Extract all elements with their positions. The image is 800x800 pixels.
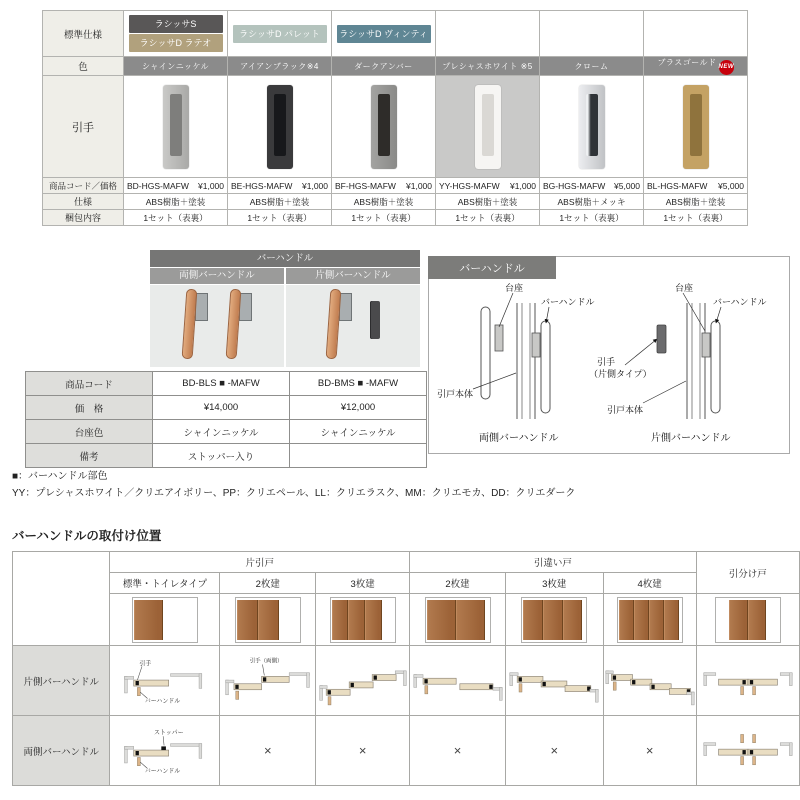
spec-cell-0 (124, 11, 228, 57)
handle-recess (274, 94, 286, 156)
wood-bar (326, 289, 342, 360)
wood-bar (182, 289, 198, 360)
not-available-mark: × (220, 716, 316, 786)
mount-position-table (12, 551, 800, 786)
row-label-package: 梱包内容 (43, 210, 124, 226)
package-5: 1セット（表裏） (644, 210, 748, 226)
row-label-one-side: 片側バーハンドル (13, 646, 110, 716)
pull-handle-image-nickel (124, 76, 228, 178)
cross-section-diagram (508, 650, 600, 712)
door-panel (456, 600, 485, 640)
recess-pull-image (370, 301, 380, 339)
series-badge-palette: ラシッサD パレット (233, 25, 327, 43)
spec-row-price-label: 価 格 (26, 396, 153, 420)
color-name-3: プレシャスホワイト ※5 (436, 57, 540, 76)
door-panel (332, 600, 349, 640)
material-4: ABS樹脂＋メッキ (540, 194, 644, 210)
door-thumb-1 (220, 594, 316, 646)
code-price-3: YY-HGS-MAFW ¥1,000 (436, 178, 540, 194)
material-2: ABS樹脂＋塗装 (332, 194, 436, 210)
door-thumbnail (132, 597, 198, 643)
svg-text:引戸本体: 引戸本体 (437, 389, 474, 399)
cross-both-6 (696, 716, 799, 786)
cross-section-diagram (119, 720, 211, 782)
handle-recess (378, 94, 390, 156)
subhead-4: 3枚建 (505, 573, 603, 594)
group-hikichigai: 引違い戸 (410, 552, 697, 573)
svg-text:（片側タイプ）: （片側タイプ） (589, 369, 652, 379)
series-badge-vintia: ラシッサD ヴィンティア (337, 25, 431, 43)
cross-one-0 (110, 646, 220, 716)
color-name-4: クローム (540, 57, 644, 76)
door-thumbnail (235, 597, 301, 643)
cross-both-0 (110, 716, 220, 786)
bar-handle-spec-table (25, 371, 427, 468)
code-one: BD-BMS ■ -MAFW (290, 372, 427, 396)
svg-text:引手: 引手 (597, 357, 616, 367)
code-price-2: BF-HGS-MAFW ¥1,000 (332, 178, 436, 194)
one-side-label: 片側バーハンドル (286, 268, 420, 284)
footnote-line2: YY：プレシャスホワイト／クリエアイボリー、PP：クリエペール、LL：クリエラスク、MM：クリエモカ、DD：クリエダーク (12, 488, 576, 499)
package-3: 1セット（表裏） (436, 210, 540, 226)
door-thumb-0 (110, 594, 220, 646)
mount-plate (239, 293, 252, 321)
cross-section-diagram (604, 650, 696, 712)
cross-section-diagram (222, 650, 314, 712)
pull-handle-image-gold (644, 76, 748, 178)
door-thumb-4 (505, 594, 603, 646)
both-side-label: 両側バーハンドル (150, 268, 284, 284)
handle-recess (482, 94, 494, 156)
door-thumb-6 (696, 594, 799, 646)
door-panel (543, 600, 563, 640)
base-one: シャインニッケル (290, 420, 427, 444)
svg-text:引手（両側）: 引手（両側） (249, 658, 283, 665)
row-label-spec: 標準仕様 (43, 11, 124, 57)
door-thumbnail (715, 597, 781, 643)
series-badge-lateo: ラシッサD ラテオ (129, 34, 223, 52)
cross-section-diagram (412, 650, 504, 712)
code-price-4: BG-HGS-MAFW ¥5,000 (540, 178, 644, 194)
wood-bar (226, 289, 242, 360)
cross-section-diagram (317, 650, 409, 712)
cross-one-6 (696, 646, 799, 716)
not-available-mark: × (316, 716, 410, 786)
color-name-1: アイアンブラック※4 (228, 57, 332, 76)
package-1: 1セット（表裏） (228, 210, 332, 226)
cross-one-4 (505, 646, 603, 716)
handle-recess (586, 94, 598, 156)
bar-handle-diagram-box (428, 256, 790, 454)
code-price-1: BE-HGS-MAFW ¥1,000 (228, 178, 332, 194)
spec-cell-2 (332, 11, 436, 57)
pull-handle-image-white (436, 76, 540, 178)
package-4: 1セット（表裏） (540, 210, 644, 226)
material-0: ABS樹脂＋塗装 (124, 194, 228, 210)
spec-row-note-label: 備考 (26, 444, 153, 468)
cross-one-5 (603, 646, 696, 716)
both-side-image (150, 285, 284, 367)
one-side-image (286, 285, 420, 367)
door-panel (365, 600, 382, 640)
svg-text:台座: 台座 (675, 283, 694, 293)
color-name-0: シャインニッケル (124, 57, 228, 76)
note-both: ストッパー入り (153, 444, 290, 468)
door-panel (348, 600, 365, 640)
price-both: ¥14,000 (153, 396, 290, 420)
not-available-mark: × (410, 716, 506, 786)
row-label-both-side: 両側バーハンドル (13, 716, 110, 786)
bar-handle-section (25, 250, 800, 463)
door-thumb-3 (410, 594, 506, 646)
door-panel (427, 600, 456, 640)
svg-text:両側バーハンドル: 両側バーハンドル (479, 433, 559, 444)
door-thumb-5 (603, 594, 696, 646)
door-thumbnail (425, 597, 491, 643)
group-hikiwake: 引分け戸 (696, 552, 799, 594)
base-both: シャインニッケル (153, 420, 290, 444)
cross-one-3 (410, 646, 506, 716)
svg-text:バーハンドル: バーハンドル (541, 297, 595, 307)
door-thumb-2 (316, 594, 410, 646)
diagram-title: バーハンドル (428, 256, 556, 279)
cross-one-2 (316, 646, 410, 716)
spec-cell-5 (644, 11, 748, 57)
code-price-0: BD-HGS-MAFW ¥1,000 (124, 178, 228, 194)
subhead-2: 3枚建 (316, 573, 410, 594)
spec-row-base-label: 台座色 (26, 420, 153, 444)
package-0: 1セット（表裏） (124, 210, 228, 226)
bar-handle-title: バーハンドル (150, 250, 420, 267)
door-thumbnail (617, 597, 683, 643)
handle-recess (690, 94, 702, 156)
row-label-code-price: 商品コード／価格 (43, 178, 124, 194)
svg-text:ストッパー: ストッパー (153, 729, 184, 736)
door-panel (258, 600, 279, 640)
package-2: 1セット（表裏） (332, 210, 436, 226)
code-price-5: BL-HGS-MAFW ¥5,000 (644, 178, 748, 194)
mount-plate (339, 293, 352, 321)
door-thumbnail (330, 597, 396, 643)
subhead-3: 2枚建 (410, 573, 506, 594)
svg-text:台座: 台座 (505, 283, 524, 293)
not-available-mark: × (603, 716, 696, 786)
cross-section-diagram (119, 650, 211, 712)
material-5: ABS樹脂＋塗装 (644, 194, 748, 210)
pull-handle-image-chrome (540, 76, 644, 178)
price-one: ¥12,000 (290, 396, 427, 420)
door-panel (237, 600, 258, 640)
series-badge-lasissa-s: ラシッサS (129, 15, 223, 33)
row-label-pull: 引手 (43, 76, 124, 178)
handle-recess (170, 94, 182, 156)
door-panel (523, 600, 543, 640)
svg-text:バーハンドル: バーハンドル (713, 297, 767, 307)
mount-empty-corner (13, 552, 110, 646)
svg-text:引戸本体: 引戸本体 (607, 405, 644, 415)
new-badge: NEW (719, 60, 734, 75)
footnote-line1: ■：バーハンドル部色 (12, 471, 108, 482)
svg-text:片側バーハンドル: 片側バーハンドル (651, 433, 731, 444)
group-kata: 片引戸 (110, 552, 410, 573)
door-thumbnail (521, 597, 587, 643)
door-panel (649, 600, 664, 640)
svg-text:バーハンドル: バーハンドル (144, 768, 181, 775)
door-panel (664, 600, 679, 640)
spec-cell-1 (228, 11, 332, 57)
cross-section-diagram (702, 650, 794, 712)
door-panel (619, 600, 634, 640)
mount-section-title: バーハンドルの取付け位置 (12, 529, 162, 543)
row-label-material: 仕様 (43, 194, 124, 210)
svg-text:引手: 引手 (139, 660, 152, 667)
pull-handle-image-black (228, 76, 332, 178)
footnotes (12, 468, 800, 502)
cross-section-diagram (702, 720, 794, 782)
spec-cell-3 (436, 11, 540, 57)
bar-handle-product-block (150, 250, 420, 367)
material-1: ABS樹脂＋塗装 (228, 194, 332, 210)
code-both: BD-BLS ■ -MAFW (153, 372, 290, 396)
subhead-1: 2枚建 (220, 573, 316, 594)
cross-one-1 (220, 646, 316, 716)
pull-handle-table (42, 10, 748, 226)
svg-text:バーハンドル: バーハンドル (144, 698, 181, 705)
not-available-mark: × (505, 716, 603, 786)
door-panel (748, 600, 767, 640)
subhead-0: 標準・トイレタイプ (110, 573, 220, 594)
door-panel (563, 600, 583, 640)
spec-cell-4 (540, 11, 644, 57)
material-3: ABS樹脂＋塗装 (436, 194, 540, 210)
bar-handle-diagram (429, 281, 787, 451)
color-name-5: ブラスゴールド NEW (644, 57, 748, 76)
spec-row-code-label: 商品コード (26, 372, 153, 396)
pull-handle-image-amber (332, 76, 436, 178)
door-panel (729, 600, 748, 640)
row-label-color: 色 (43, 57, 124, 76)
note-one (290, 444, 427, 468)
door-panel (634, 600, 649, 640)
mount-plate (195, 293, 208, 321)
color-name-2: ダークアンバー (332, 57, 436, 76)
door-panel (134, 600, 163, 640)
subhead-5: 4枚建 (603, 573, 696, 594)
